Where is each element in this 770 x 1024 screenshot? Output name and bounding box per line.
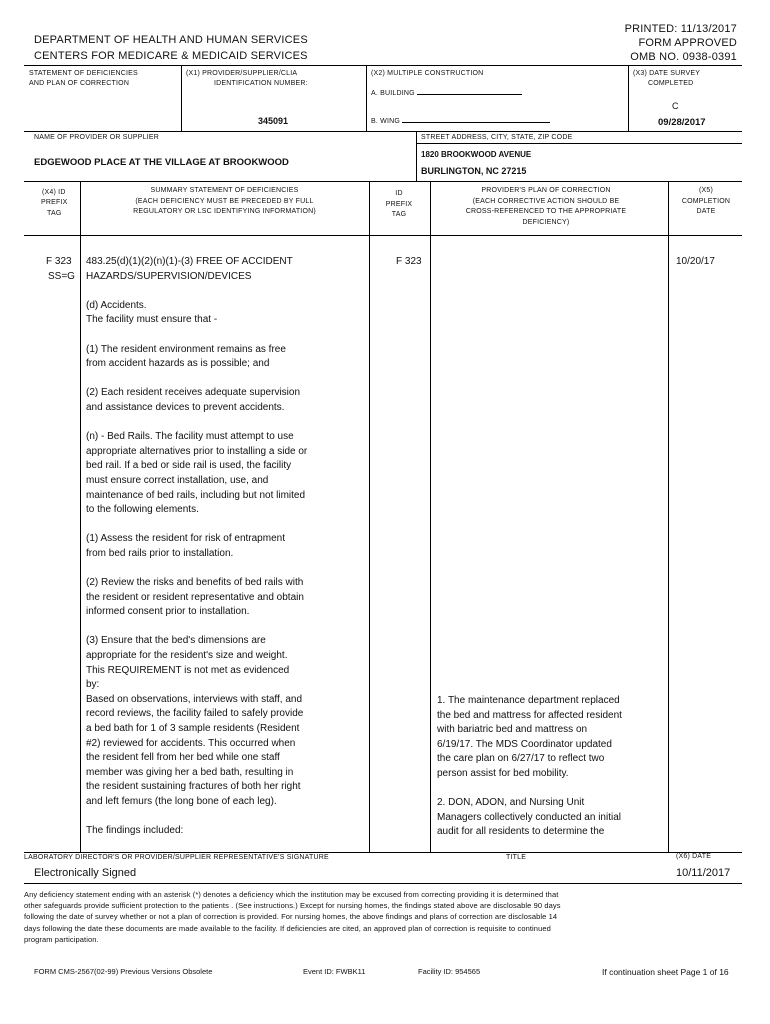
plan-header-2: (EACH CORRECTIVE ACTION SHOULD BE xyxy=(472,197,620,205)
id-header-2: PREFIX xyxy=(385,200,413,208)
provider-id-number: 345091 xyxy=(258,116,289,126)
statement-label-2: AND PLAN OF CORRECTION xyxy=(29,80,130,87)
signature-date: 10/11/2017 xyxy=(676,867,731,879)
x5-header-1: (X5) xyxy=(698,187,714,194)
severity-code: SS=G xyxy=(48,270,75,282)
statement-para: (d) Accidents. The facility must ensure that - xyxy=(86,299,218,326)
completion-date: 10/20/17 xyxy=(676,256,715,267)
disclaimer xyxy=(24,889,561,945)
plan-header-3: CROSS-REFERENCED TO THE APPROPRIATE xyxy=(465,208,627,215)
x5-header-3: DATE xyxy=(696,208,716,215)
address-line2: BURLINGTON, NC 27215 xyxy=(421,166,527,176)
form-number: FORM CMS-2567(02-99) Previous Versions Obsolete xyxy=(34,967,213,976)
summary-header-2: (EACH DEFICIENCY MUST BE PRECEDED BY FULL xyxy=(135,197,314,205)
provider-name-label: NAME OF PROVIDER OR SUPPLIER xyxy=(34,134,160,141)
dept-title-line1: DEPARTMENT OF HEALTH AND HUMAN SERVICES xyxy=(34,34,308,46)
facility-id: Facility ID: 954565 xyxy=(418,967,481,976)
form-approved: FORM APPROVED xyxy=(638,37,737,49)
statement-para: (1) The resident environment remains as free from accident hazards as is possible; and xyxy=(86,343,286,370)
address-label: STREET ADDRESS, CITY, STATE, ZIP CODE xyxy=(421,134,573,141)
x4-header-3: TAG xyxy=(47,210,62,217)
id-header xyxy=(377,189,421,221)
summary-header-1: SUMMARY STATEMENT OF DEFICIENCIES xyxy=(150,187,299,194)
event-id: Event ID: FWBK11 xyxy=(303,967,366,976)
statement-para: (n) - Bed Rails. The facility must attempt to use appropriate alternatives prior to installing a side or bed rail. If a bed or side rail is used, the facility must ensure correct installation, use, and maintenance of bed rails, including but not limited to the following elements. xyxy=(86,431,308,516)
x4-header-2: PREFIX xyxy=(41,199,68,206)
disclaimer-line: Any deficiency statement ending with an asterisk (*) denotes a deficiency which the institution may be excused from correcting providing it is determined that xyxy=(24,890,559,899)
x3-label-2: COMPLETED xyxy=(648,80,694,87)
plan-header xyxy=(430,186,662,228)
provider-name: EDGEWOOD PLACE AT THE VILLAGE AT BROOKWOOD xyxy=(34,157,289,168)
plan-header-4: DEFICIENCY) xyxy=(522,218,570,226)
survey-date: 09/28/2017 xyxy=(658,117,706,128)
printed-date: PRINTED: 11/13/2017 xyxy=(624,23,737,35)
plan-para: 1. The maintenance department replaced the bed and mattress for affected resident with bariatric bed and mattress on 6/19/17. The MDS Coordinator updated the care plan on 6/27/17 to reflect two person assist for bed mobility. xyxy=(437,695,622,779)
deficiency-statement xyxy=(86,255,368,853)
date-label: (X6) DATE xyxy=(676,853,712,860)
id-header-3: TAG xyxy=(391,211,407,218)
address-line1: 1820 BROOKWOOD AVENUE xyxy=(421,150,532,159)
title-label: TITLE xyxy=(506,854,527,861)
x1-label-1: (X1) PROVIDER/SUPPLIER/CLIA xyxy=(186,70,298,77)
disclaimer-line: other safeguards provide sufficient protection to the patients . (See instructions.) Except for nursing homes, the findings stated above are disclosable 90 days xyxy=(24,901,561,911)
disclaimer-line: program participation. xyxy=(24,934,99,944)
x1-label-2: IDENTIFICATION NUMBER: xyxy=(214,80,308,87)
plan-header-1: PROVIDER'S PLAN OF CORRECTION xyxy=(481,187,611,194)
statement-para: (2) Each resident receives adequate supervision and assistance devices to prevent accidents. xyxy=(86,387,301,413)
x3-letter: C xyxy=(672,101,679,111)
x5-header xyxy=(672,186,740,218)
x3-label-1: (X3) DATE SURVEY xyxy=(633,70,701,77)
statement-para: 483.25(d)(1)(2)(n)(1)-(3) FREE OF ACCIDENT HAZARDS/SUPERVISION/DEVICES xyxy=(86,256,293,282)
disclaimer-line: days following the date these documents are made available to the facility. If deficiencies are cited, an approved plan of correction is requisite to continued xyxy=(24,923,551,933)
signature-value: Electronically Signed xyxy=(34,867,137,879)
x5-header-2: COMPLETION xyxy=(681,197,731,205)
x4-header-1: (X4) ID xyxy=(42,189,66,196)
disclaimer-line: following the date of survey whether or not a plan of correction is provided. For nursing homes, the above findings and plans of correction are disclosable 14 xyxy=(24,912,558,922)
omb-number: OMB NO. 0938-0391 xyxy=(630,51,737,63)
x2-building-label xyxy=(371,86,522,97)
statement-para: (2) Review the risks and benefits of bed rails with the resident or resident representative and obtain informed consent prior to installation. xyxy=(86,577,304,618)
summary-header xyxy=(82,186,367,218)
plan-para: 2. DON, ADON, and Nursing Unit Managers collectively conducted an initial audit for all residents to determine the xyxy=(437,797,621,838)
continuation-page: If continuation sheet Page 1 of 16 xyxy=(602,967,729,977)
signature-label: LABORATORY DIRECTOR'S OR PROVIDER/SUPPLIER REPRESENTATIVE'S SIGNATURE xyxy=(24,854,329,861)
statement-para: (3) Ensure that the bed's dimensions are appropriate for the resident's size and weight. This REQUIREMENT is not met as evidenced by: Based on observations, interviews with staff, and record reviews, the facility failed to safely provide a bed bath for 1 of 3 sample residents (Resident #2) reviewed for accidents. This occurred when the resident fell from her bed while one staff member was giving her a bed bath, resulting in the resident sustaining fractures of both her right and left femurs (the long bone of each leg). xyxy=(86,635,304,807)
id-header-1: ID xyxy=(395,190,403,197)
x2-wing-label xyxy=(371,114,550,125)
deficiency-tag: F 323 xyxy=(46,256,72,267)
summary-header-3: REGULATORY OR LSC IDENTIFYING INFORMATION) xyxy=(133,208,316,215)
x2-label: (X2) MULTIPLE CONSTRUCTION xyxy=(371,70,484,77)
building-text: A. BUILDING xyxy=(371,90,415,97)
plan-tag: F 323 xyxy=(396,256,422,267)
statement-para: (1) Assess the resident for risk of entrapment from bed rails prior to installation. xyxy=(86,533,285,559)
dept-title-line2: CENTERS FOR MEDICARE & MEDICAID SERVICES xyxy=(34,50,308,62)
statement-para: The findings included: xyxy=(86,825,184,837)
plan-of-correction xyxy=(437,694,665,855)
wing-text: B. WING xyxy=(371,118,401,125)
building-blank xyxy=(417,86,522,95)
wing-blank xyxy=(402,114,550,123)
statement-label-1: STATEMENT OF DEFICIENCIES xyxy=(29,70,138,77)
